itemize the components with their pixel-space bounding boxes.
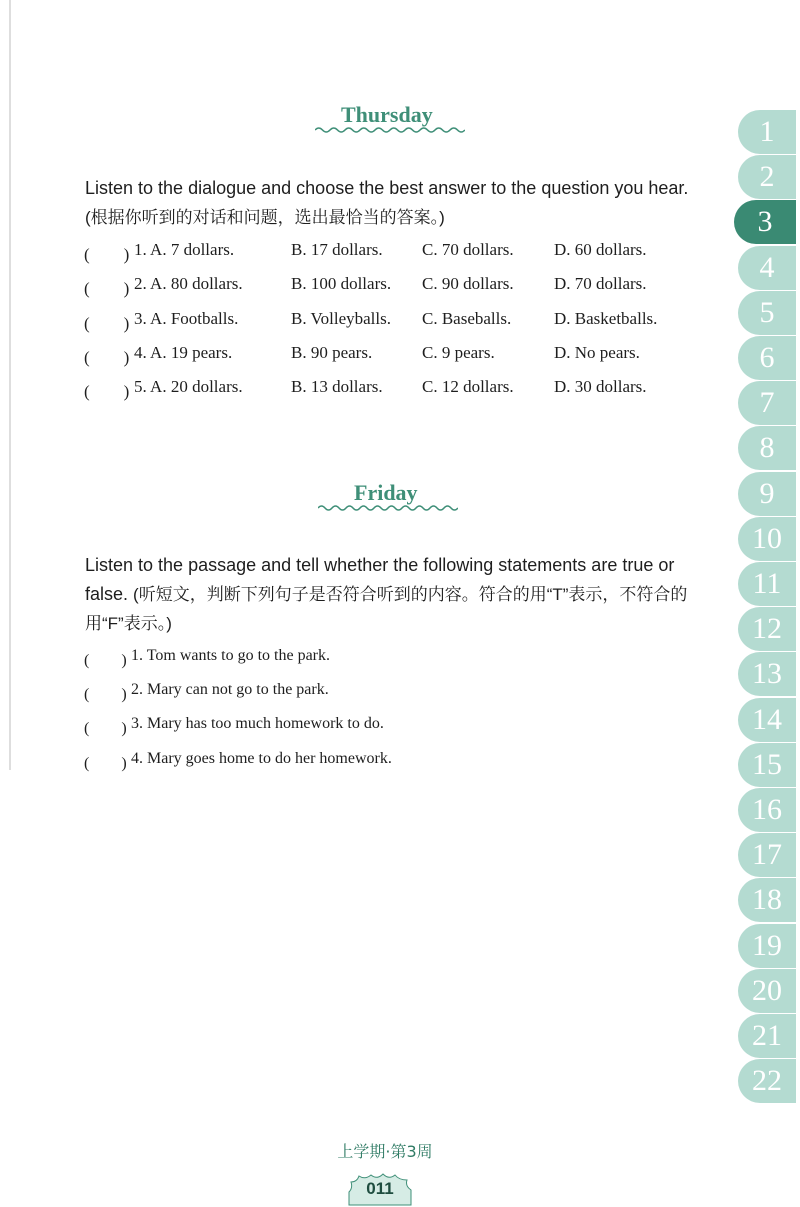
week-tab-8[interactable]: 8 xyxy=(738,426,796,470)
week-tab-7[interactable]: 7 xyxy=(738,381,796,425)
week-tab-18[interactable]: 18 xyxy=(738,878,796,922)
statement-text: 4. Mary goes home to do her homework. xyxy=(131,750,392,767)
answer-blank[interactable]: ( ) xyxy=(84,755,127,772)
option-b: B. 13 dollars. xyxy=(291,377,383,396)
option-c: C. 70 dollars. xyxy=(422,240,514,259)
answer-blank[interactable]: ( ) xyxy=(84,348,130,367)
page-number-badge xyxy=(345,1170,415,1206)
friday-instruction xyxy=(85,551,697,638)
friday-instruction-en: Listen to the passage and tell whether the following statements are true or false. xyxy=(85,555,675,604)
answer-blank[interactable]: ( ) xyxy=(84,652,127,669)
thursday-title-underline xyxy=(315,125,465,135)
thursday-instruction xyxy=(85,174,697,232)
week-tab-16[interactable]: 16 xyxy=(738,788,796,832)
footer-title: 上学期·第3周 xyxy=(337,1142,433,1161)
option-c: C. 90 dollars. xyxy=(422,274,514,293)
option-d: D. 30 dollars. xyxy=(554,377,647,396)
statement-text: 1. Tom wants to go to the park. xyxy=(131,647,331,664)
statement-text: 2. Mary can not go to the park. xyxy=(131,681,329,698)
answer-blank[interactable]: ( ) xyxy=(84,686,127,703)
answer-blank[interactable]: ( ) xyxy=(84,245,130,264)
thursday-title: Thursday xyxy=(341,102,433,127)
option-a: 3. A. Footballs. xyxy=(134,309,239,328)
option-d: D. 70 dollars. xyxy=(554,274,647,293)
week-tab-19[interactable]: 19 xyxy=(738,924,796,968)
week-tab-20[interactable]: 20 xyxy=(738,969,796,1013)
page-number: 011 xyxy=(366,1179,394,1198)
option-c: C. Baseballs. xyxy=(422,309,512,328)
option-d: D. 60 dollars. xyxy=(554,240,647,259)
friday-title-underline xyxy=(318,503,458,513)
statement-text: 3. Mary has too much homework to do. xyxy=(131,715,384,732)
option-a: 4. A. 19 pears. xyxy=(134,343,233,362)
option-c: C. 12 dollars. xyxy=(422,377,514,396)
thursday-instruction-cn: (根据你听到的对话和问题，选出最恰当的答案。) xyxy=(85,208,445,227)
answer-blank[interactable]: ( ) xyxy=(84,720,127,737)
friday-title: Friday xyxy=(354,480,418,505)
option-b: B. 100 dollars. xyxy=(291,274,392,293)
week-tab-21[interactable]: 21 xyxy=(738,1014,796,1058)
week-tab-9[interactable]: 9 xyxy=(738,472,796,516)
week-tab-17[interactable]: 17 xyxy=(738,833,796,877)
answer-blank[interactable]: ( ) xyxy=(84,314,130,333)
week-tab-10[interactable]: 10 xyxy=(738,517,796,561)
answer-blank[interactable]: ( ) xyxy=(84,382,130,401)
week-tab-6[interactable]: 6 xyxy=(738,336,796,380)
option-b: B. 90 pears. xyxy=(291,343,373,362)
week-tab-4[interactable]: 4 xyxy=(738,246,796,290)
option-b: B. Volleyballs. xyxy=(291,309,391,328)
week-tab-13[interactable]: 13 xyxy=(738,652,796,696)
answer-blank[interactable]: ( ) xyxy=(84,279,130,298)
week-tab-15[interactable]: 15 xyxy=(738,743,796,787)
friday-instruction-cn: (听短文，判断下列句子是否符合听到的内容。符合的用“T”表示，不符合的用“F”表示。) xyxy=(85,585,688,633)
option-a: 1. A. 7 dollars. xyxy=(134,240,235,259)
option-d: D. No pears. xyxy=(554,343,640,362)
week-tab-11[interactable]: 11 xyxy=(738,562,796,606)
option-a: 2. A. 80 dollars. xyxy=(134,274,243,293)
week-tab-1[interactable]: 1 xyxy=(738,110,796,154)
option-b: B. 17 dollars. xyxy=(291,240,383,259)
thursday-instruction-en: Listen to the dialogue and choose the best answer to the question you hear. xyxy=(85,178,689,198)
week-tab-12[interactable]: 12 xyxy=(738,607,796,651)
week-tab-2[interactable]: 2 xyxy=(738,155,796,199)
option-d: D. Basketballs. xyxy=(554,309,658,328)
option-a: 5. A. 20 dollars. xyxy=(134,377,243,396)
page-margin-line xyxy=(9,0,11,770)
week-tab-5[interactable]: 5 xyxy=(738,291,796,335)
week-tab-3[interactable]: 3 xyxy=(734,200,796,244)
option-c: C. 9 pears. xyxy=(422,343,495,362)
week-tab-22[interactable]: 22 xyxy=(738,1059,796,1103)
week-tab-14[interactable]: 14 xyxy=(738,698,796,742)
week-tabs xyxy=(738,110,800,1105)
